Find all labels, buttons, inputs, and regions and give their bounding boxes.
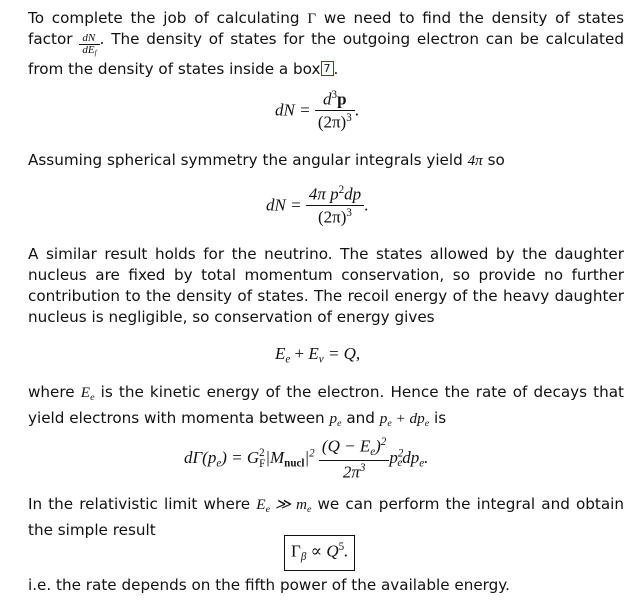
text: so <box>487 151 505 169</box>
eq-fraction: $\frac{4\pi p^2dp}{(2\pi)^3}$ <box>306 185 364 225</box>
paragraph-neutrino <box>28 244 624 328</box>
text: . The density of states for the outgoing electron can be calculated from the density of states inside a box <box>28 30 625 79</box>
equation-3: $E_e + E_\nu = Q$, <box>275 344 361 366</box>
text: . <box>333 60 339 79</box>
equation-4: $d\Gamma(p_e) = G$ 2 F $|M_{nucl}|^2$ $\frac{(Q - E_e)^2}{2\pi^3}$ $p^2_edp_e$. <box>184 436 429 482</box>
eq-fraction: $\frac{d^3p}{(2\pi)^3}$ <box>315 90 355 130</box>
eq-lhs: dN = <box>266 195 302 215</box>
math-gamma: Γ <box>307 10 317 27</box>
equation-2: dN = $\frac{4\pi p^2dp}{(2\pi)^3}$ . <box>266 184 369 227</box>
fraction-dn-de: $\frac{dN}{dE_f}$ <box>79 33 99 59</box>
text: A similar result holds for the neutrino. The states allowed by the daughter nucleus are fixed by total momentum conservation, so provide no further contribution to the density of states. The recoil energy of the heavy daughter nucleus is negligible, so conservation of energy gives <box>28 245 624 326</box>
paragraph-spherical <box>28 150 624 171</box>
paragraph-rate: where $E_e$ is the kinetic energy of the electron. Hence the rate of decays that yield electrons with momenta between $p_e$ and $p_e + dp_e$ is <box>28 383 625 429</box>
equation-5-boxed: $\Gamma_\beta \propto Q^5$. <box>284 535 355 571</box>
text: Assuming spherical symmetry the angular integrals yield <box>28 151 463 169</box>
citation-link[interactable]: 7 <box>321 61 334 76</box>
paragraph-intro <box>28 8 624 80</box>
paragraph-relativistic: In the relativistic limit where $E_e$ ≫ $m_e$ we can perform the integral and obtain the simple result <box>28 495 625 539</box>
equation-1: dN = $\frac{d^3p}{(2\pi)^3}$ . <box>275 89 359 132</box>
text: i.e. the rate depends on the fifth power of the available energy. <box>28 576 510 594</box>
math-4pi: 4π <box>467 152 483 169</box>
eq-lhs: dN = <box>275 100 311 120</box>
paragraph-conclusion <box>28 575 624 596</box>
text: To complete the job of calculating <box>28 9 300 27</box>
eq-fraction: $\frac{(Q - E_e)^2}{2\pi^3}$ <box>319 437 389 481</box>
text: we need to find the density of states factor <box>28 9 624 48</box>
